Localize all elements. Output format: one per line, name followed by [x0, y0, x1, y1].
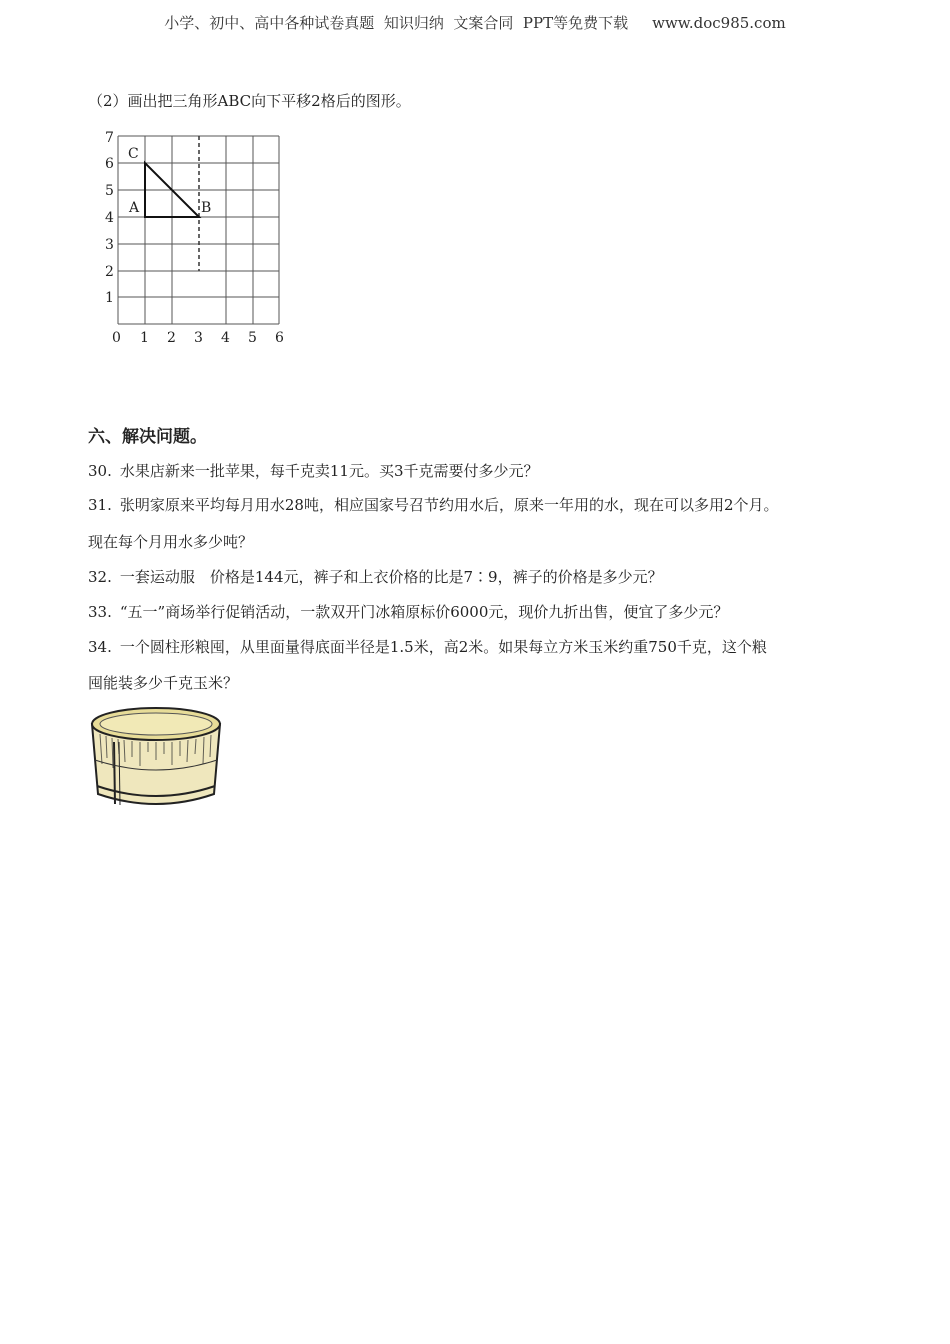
x-tick-label: 1 — [140, 330, 149, 346]
x-tick-label: 5 — [248, 330, 257, 346]
question-34 — [88, 636, 767, 657]
question-number: 30. — [88, 462, 112, 480]
y-tick-label: 3 — [105, 237, 114, 253]
question-32 — [88, 566, 663, 587]
point-label-c: C — [128, 146, 139, 162]
question-33 — [88, 601, 728, 622]
question-31-continuation: 现在每个月用水多少吨？ — [88, 533, 254, 551]
y-tick-label: 1 — [105, 290, 114, 306]
header-url[interactable]: www.doc985.com — [652, 14, 786, 32]
y-tick-label: 6 — [105, 156, 114, 172]
question-number: 33. — [88, 603, 112, 621]
x-tick-label: 2 — [167, 330, 176, 346]
page-header — [0, 12, 950, 33]
grain-bin-illustration — [86, 702, 226, 814]
point-label-b: B — [201, 200, 212, 216]
question-text: 水果店新来一批苹果，每千克卖11元。买3千克需要付多少元？ — [119, 462, 539, 480]
question-text: 一套运动服 价格是144元，裤子和上衣价格的比是7∶9，裤子的价格是多少元？ — [119, 568, 663, 586]
question-2-prompt: （2）画出把三角形ABC向下平移2格后的图形。 — [88, 92, 411, 110]
coordinate-grid — [98, 126, 298, 351]
x-tick-label: 6 — [275, 330, 284, 346]
y-tick-label: 2 — [105, 264, 114, 280]
y-tick-label: 4 — [105, 210, 114, 226]
question-text: 一个圆柱形粮囤，从里面量得底面半径是1.5米，高2米。如果每立方米玉米约重750千克，这个粮 — [119, 638, 767, 656]
x-tick-label: 0 — [112, 330, 121, 346]
question-34-continuation: 囤能装多少千克玉米？ — [88, 674, 239, 692]
question-number: 31. — [88, 496, 112, 514]
question-text: “五一”商场举行促销活动，一款双开门冰箱原标价6000元，现价九折出售，便宜了多少元？ — [119, 603, 729, 621]
y-tick-label: 7 — [105, 130, 114, 146]
x-tick-label: 3 — [194, 330, 203, 346]
question-number: 32. — [88, 568, 112, 586]
question-number: 34. — [88, 638, 112, 656]
question-text: 张明家原来平均每月用水28吨，相应国家号召节约用水后，原来一年用的水，现在可以多用2个月。 — [119, 496, 779, 514]
question-30 — [88, 460, 539, 481]
header-text: 小学、初中、高中各种试卷真题 知识归纳 文案合同 PPT等免费下载 — [164, 14, 629, 32]
question-31 — [88, 494, 779, 515]
section-title: 六、解决问题。 — [88, 427, 207, 447]
point-label-a: A — [129, 200, 140, 216]
x-tick-label: 4 — [221, 330, 230, 346]
y-tick-label: 5 — [105, 183, 114, 199]
